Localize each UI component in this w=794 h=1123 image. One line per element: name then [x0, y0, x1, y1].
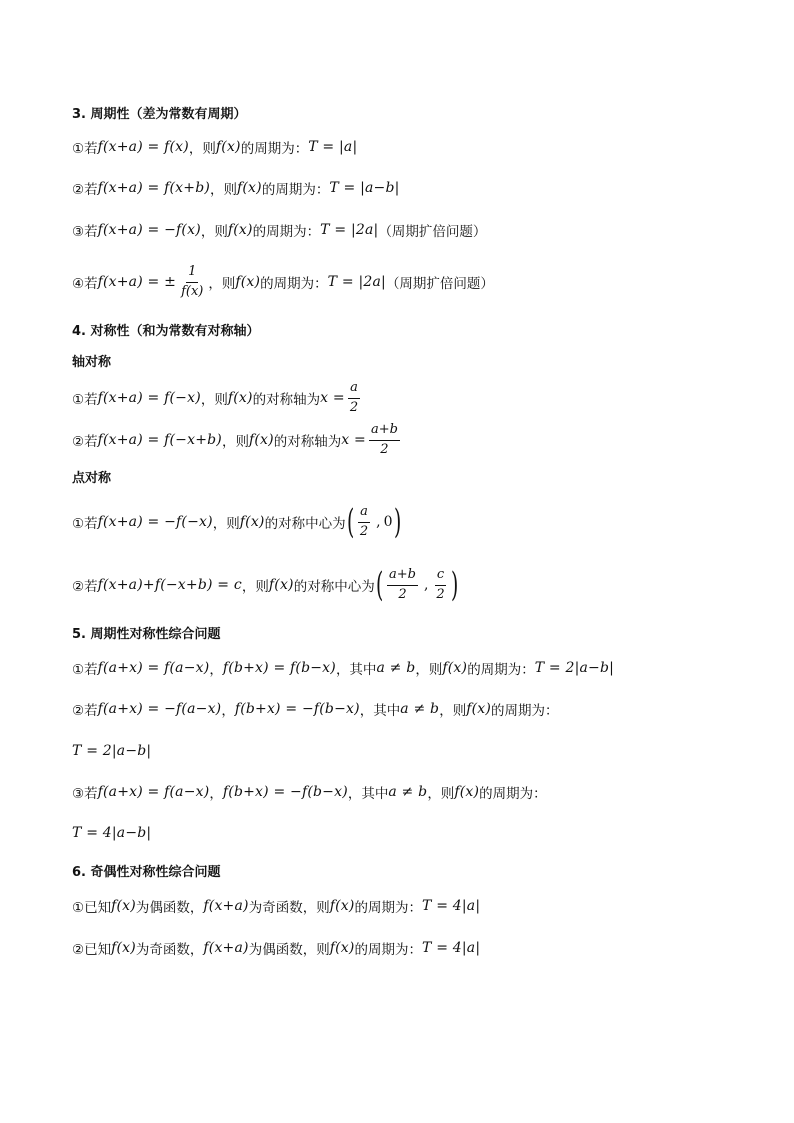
combined-item-3: ③若 f(a+x) = f(a−x) ， f(b+x) = −f(b−x) ，其中 a ≠ b ，则 f(x) 的周期为： [72, 784, 547, 802]
left-paren: ( [346, 502, 354, 542]
periodicity-item-2: ②若 f(x+a) = f(x+b) ，则 f(x) 的周期为： T = |a−b| [72, 180, 400, 198]
combined-item-3-result: T = 4|a−b| [72, 825, 152, 841]
point-item-1: ①若 f(x+a) = −f(−x) ，则 f(x) 的对称中心为 ( $\frac{a}{2}$ , 0 ) [72, 502, 401, 542]
left-paren: ( [375, 565, 384, 605]
symmetry-center-point-2: ( $\frac{a+b}{2}$ , $\frac{c}{2}$ ) [375, 565, 458, 605]
fraction-a-over-2: $\frac{a}{2}$ [349, 380, 359, 415]
point-symmetry-title: 点对称 [72, 470, 112, 486]
combined-item-2-result: T = 2|a−b| [72, 743, 152, 759]
fraction-one-over-fx: $\frac{1}{f(x)}$ [181, 264, 204, 299]
section-3-title: 3. 周期性（差为常数有周期） [72, 106, 247, 122]
combined-item-1: ①若 f(a+x) = f(a−x) ， f(b+x) = f(b−x) ，其中 a ≠ b ，则 f(x) 的周期为： T = 2|a−b| [72, 660, 615, 678]
axis-symmetry-title: 轴对称 [72, 354, 112, 370]
section-6-title: 6. 奇偶性对称性综合问题 [72, 864, 221, 880]
axis-item-2: ②若 f(x+a) = f(−x+b) ，则 f(x) 的对称轴为 x = $\frac{a+b}{2}$ [72, 422, 398, 457]
section-5-title: 5. 周期性对称性综合问题 [72, 626, 221, 642]
parity-item-2: ②已知 f(x) 为奇函数， f(x+a) 为偶函数，则 f(x) 的周期为： T = 4|a| [72, 940, 481, 958]
right-paren: ) [450, 565, 458, 605]
right-paren: ) [393, 502, 401, 542]
combined-item-2: ②若 f(a+x) = −f(a−x) ， f(b+x) = −f(b−x) ，其中 a ≠ b ，则 f(x) 的周期为： [72, 701, 559, 719]
fraction-a-plus-b-over-2: $\frac{a+b}{2}$ [370, 422, 398, 457]
periodicity-item-1: ①若 f(x+a) = f(x) ，则 f(x) 的周期为： T = |a| [72, 139, 358, 157]
point-item-2: ②若 f(x+a)+f(−x+b) = c ，则 f(x) 的对称中心为 ( $\frac{a+b}{2}$ , $\frac{c}{2}$ ) [72, 565, 458, 605]
parity-item-1: ①已知 f(x) 为偶函数， f(x+a) 为奇函数，则 f(x) 的周期为： T = 4|a| [72, 898, 481, 916]
periodicity-item-4: ④若 f(x+a) = ± $\frac{1}{f(x)}$ ，则 f(x) 的周期为： T = |2a| （周期扩倍问题） [72, 264, 494, 299]
axis-item-1: ①若 f(x+a) = f(−x) ，则 f(x) 的对称轴为 x = $\frac{a}{2}$ [72, 380, 359, 415]
symmetry-center-point-1: ( $\frac{a}{2}$ , 0 ) [346, 502, 401, 542]
periodicity-item-3: ③若 f(x+a) = −f(x) ，则 f(x) 的周期为： T = |2a| （周期扩倍问题） [72, 222, 487, 240]
section-4-title: 4. 对称性（和为常数有对称轴） [72, 323, 260, 339]
